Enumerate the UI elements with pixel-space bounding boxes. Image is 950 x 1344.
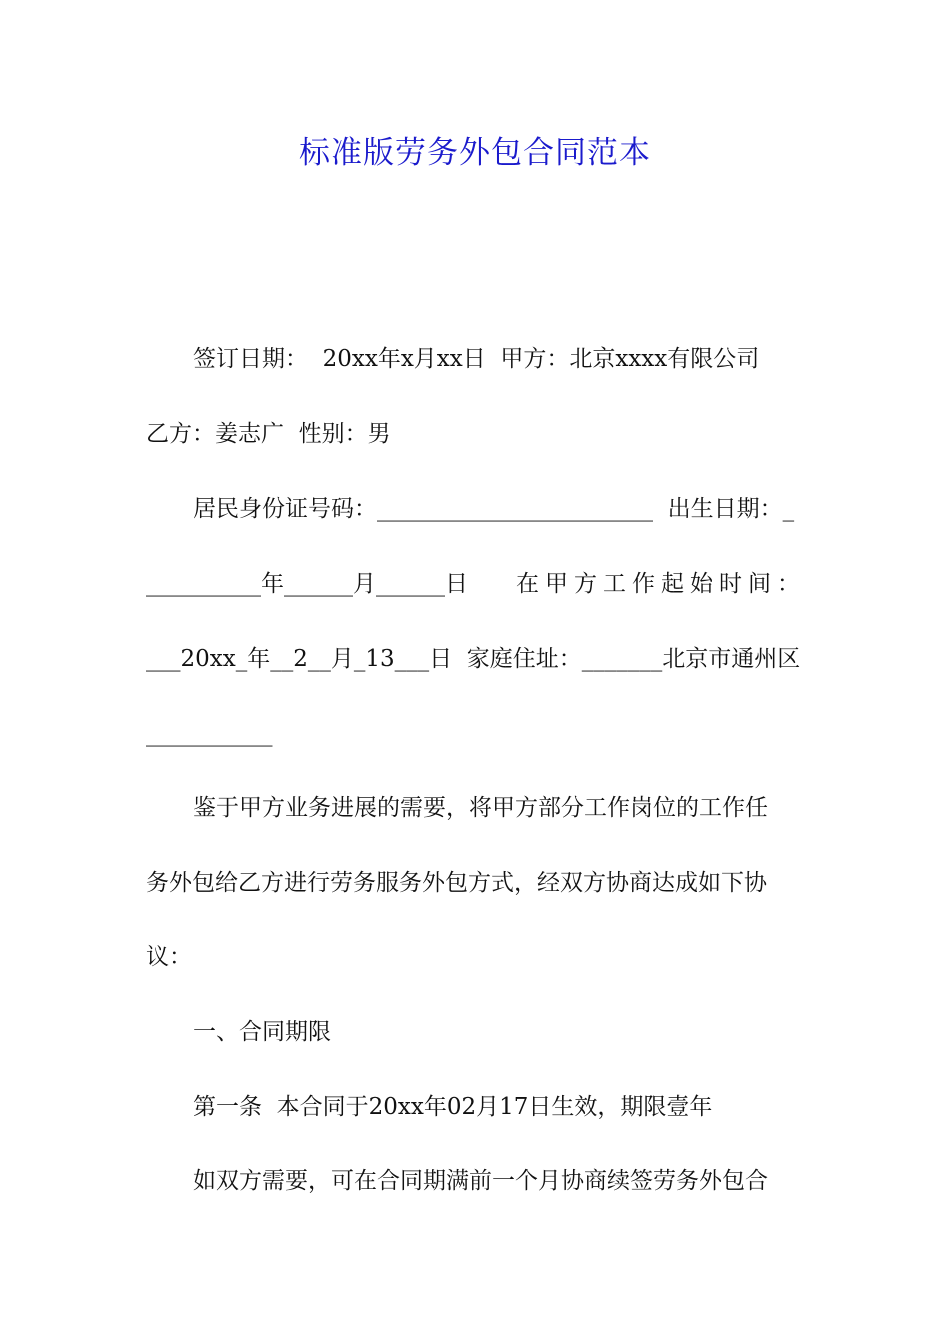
section-1-heading: 一、合同期限 (193, 1019, 331, 1045)
paragraph-1-line-2: 务外包给乙方进行劳务服务外包方式，经双方协商达成如下协 (146, 870, 767, 896)
paragraph-1-line-3: 议： (146, 944, 192, 970)
article-1-continuation: 如双方需要，可在合同期满前一个月协商续签劳务外包合 (193, 1168, 768, 1194)
birth-date-line (146, 567, 806, 601)
birth-date-blanks: __________年______月______日 (146, 571, 468, 597)
document-title: 标准版劳务外包合同范本 (299, 135, 651, 171)
start-time-label: 在甲方工作起始时间： (516, 571, 806, 597)
sign-date-line: 签订日期： 20xx年x月xx日 甲方：北京xxxx有限公司 (193, 346, 760, 372)
paragraph-1-line-1: 鉴于甲方业务进展的需要，将甲方部分工作岗位的工作任 (193, 795, 768, 821)
start-time-line: ___20xx_年__2__月_13___日 家庭住址：_______北京市通州区 (146, 646, 801, 672)
party-b-line: 乙方：姜志广 性别：男 (146, 421, 391, 447)
id-number-line: 居民身份证号码：________________________ 出生日期：_ (193, 496, 795, 522)
article-1-line: 第一条 本合同于20xx年02月17日生效，期限壹年 (193, 1094, 713, 1120)
address-tail-line: ___________ (146, 721, 273, 747)
